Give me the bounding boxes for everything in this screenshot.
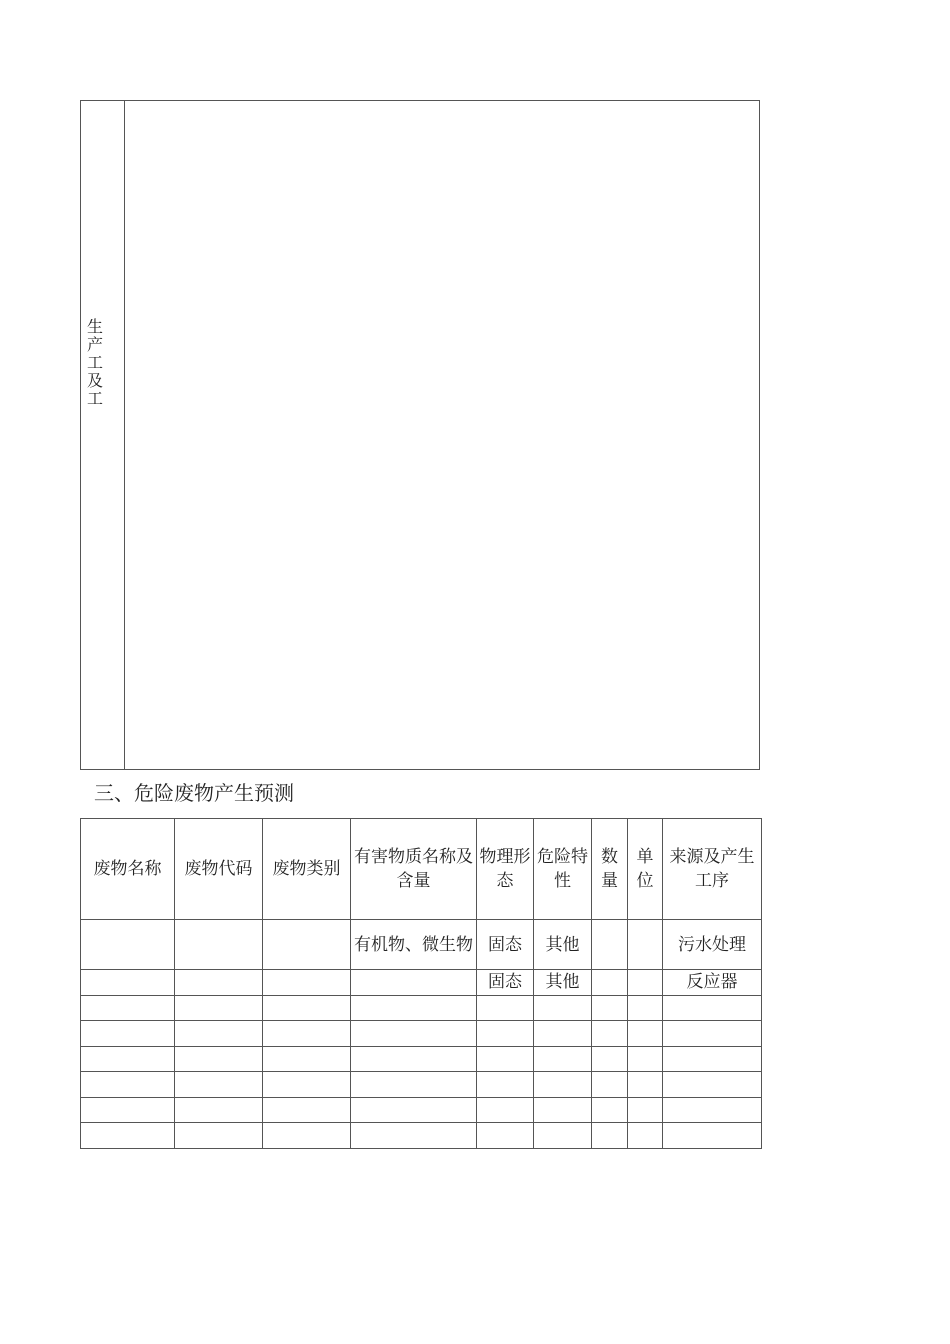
table-row [81,995,762,1021]
table-cell [351,1097,477,1123]
table-row [81,970,762,996]
table-cell: 有机物、微生物 [351,920,477,970]
table-row [81,1046,762,1072]
table-cell [351,1072,477,1098]
table-cell [592,970,628,996]
table-cell [175,970,263,996]
table-row [81,1097,762,1123]
table-cell [351,1021,477,1047]
header-physical-form: 物理形态 [477,819,534,920]
table-cell [477,1097,534,1123]
table-cell [81,1021,175,1047]
table-cell [628,920,663,970]
table-cell: 其他 [534,970,592,996]
table-cell [81,995,175,1021]
table-cell [663,1097,762,1123]
hazardous-waste-table [80,818,762,1149]
header-hazardous-substance: 有害物质名称及含量 [351,819,477,920]
table-cell [628,970,663,996]
table-cell [263,1123,351,1149]
table-cell [628,1072,663,1098]
table-cell [81,1046,175,1072]
table-cell [628,1046,663,1072]
table-cell [628,1021,663,1047]
table-cell [663,1072,762,1098]
table-cell [351,1046,477,1072]
table-cell [534,1097,592,1123]
table-cell: 污水处理 [663,920,762,970]
table-cell [263,1097,351,1123]
table-cell [592,1046,628,1072]
table-cell [592,920,628,970]
process-side-label: 生产工及工 [86,317,103,408]
table-cell [175,1097,263,1123]
table-cell: 固态 [477,920,534,970]
table-cell [175,995,263,1021]
table-cell [81,1097,175,1123]
table-cell [263,970,351,996]
table-cell [477,1021,534,1047]
table-cell [592,1123,628,1149]
production-process-box [80,100,760,770]
table-cell [628,1123,663,1149]
table-cell [263,995,351,1021]
table-cell [351,995,477,1021]
table-cell [81,970,175,996]
table-cell [351,1123,477,1149]
process-content-area [125,101,759,769]
table-cell [628,1097,663,1123]
header-hazard-property: 危险特性 [534,819,592,920]
table-cell [663,1123,762,1149]
table-cell [534,995,592,1021]
table-cell [592,1072,628,1098]
table-cell [592,995,628,1021]
table-cell [534,1072,592,1098]
table-cell [477,1072,534,1098]
table-cell [534,1021,592,1047]
header-source-process: 来源及产生工序 [663,819,762,920]
table-cell [663,995,762,1021]
table-cell: 其他 [534,920,592,970]
header-waste-name: 废物名称 [81,819,175,920]
table-cell [663,1021,762,1047]
table-cell [175,1021,263,1047]
table-row [81,920,762,970]
table-cell [263,1046,351,1072]
table-cell [175,1046,263,1072]
table-cell [81,1072,175,1098]
table-row [81,1072,762,1098]
table-row [81,1021,762,1047]
table-header-row [81,819,762,920]
header-waste-category: 废物类别 [263,819,351,920]
process-label-column [81,101,125,769]
table-cell [81,1123,175,1149]
table-cell [628,995,663,1021]
table-cell [263,920,351,970]
table-cell: 固态 [477,970,534,996]
table-cell [175,1123,263,1149]
table-cell: 反应器 [663,970,762,996]
table-cell [175,1072,263,1098]
table-cell [175,920,263,970]
table-cell [534,1123,592,1149]
table-cell [477,1046,534,1072]
section-title: 三、危险废物产生预测 [94,781,294,805]
table-row [81,1123,762,1149]
table-cell [263,1021,351,1047]
table-cell [351,970,477,996]
table-cell [663,1046,762,1072]
header-quantity: 数量 [592,819,628,920]
table-cell [477,1123,534,1149]
header-unit: 单位 [628,819,663,920]
table-cell [477,995,534,1021]
table-cell [263,1072,351,1098]
header-waste-code: 废物代码 [175,819,263,920]
table-cell [534,1046,592,1072]
table-cell [592,1097,628,1123]
table-cell [81,920,175,970]
table-cell [592,1021,628,1047]
